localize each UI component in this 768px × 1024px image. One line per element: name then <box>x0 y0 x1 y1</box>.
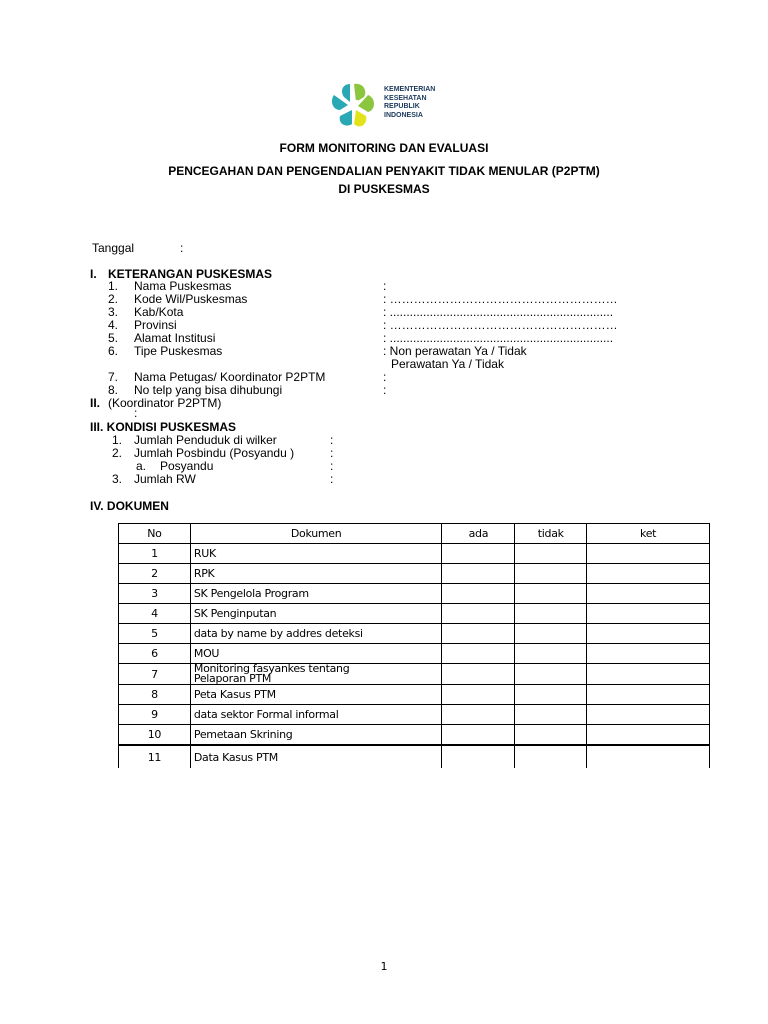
ada-cell[interactable] <box>442 685 515 705</box>
item-value: : ………………………………………………… <box>383 292 618 306</box>
ket-cell[interactable] <box>587 584 710 604</box>
item-label: Kode Wil/Puskesmas <box>134 292 248 306</box>
logo-line: KESEHATAN <box>384 94 427 102</box>
table-row <box>119 624 710 644</box>
row-document: Pemetaan Skrining <box>190 725 442 746</box>
logo-line: KEMENTERIAN <box>384 86 436 93</box>
logo-line: INDONESIA <box>384 111 423 119</box>
item-number: 2. <box>108 292 119 306</box>
item-label: Posyandu <box>160 459 214 473</box>
item-label: No telp yang bisa dihubungi <box>134 383 283 397</box>
section-1-heading: KETERANGAN PUSKESMAS <box>108 267 273 281</box>
table-row <box>119 544 710 564</box>
ada-cell[interactable] <box>442 604 515 624</box>
table-row <box>119 664 710 685</box>
page-number: 1 <box>380 960 388 973</box>
ket-cell[interactable] <box>587 725 710 746</box>
column-header: Dokumen <box>190 524 442 544</box>
item-label: Kab/Kota <box>134 305 184 319</box>
column-header: tidak <box>515 524 587 544</box>
row-document-line: Pelaporan PTM <box>193 672 272 685</box>
ada-cell[interactable] <box>442 624 515 644</box>
item-label: Provinsi <box>134 318 177 332</box>
row-document: MOU <box>190 644 442 664</box>
tidak-cell[interactable] <box>515 685 587 705</box>
tidak-cell[interactable] <box>515 564 587 584</box>
row-number: 6 <box>119 644 191 664</box>
logo-line: REPUBLIK <box>384 103 420 110</box>
ket-cell[interactable] <box>587 544 710 564</box>
tidak-cell[interactable] <box>515 584 587 604</box>
table-row <box>119 644 710 664</box>
ada-cell[interactable] <box>442 705 515 725</box>
item-number: a. <box>136 459 147 473</box>
table-row <box>119 584 710 604</box>
item-label: Nama Puskesmas <box>134 279 232 293</box>
row-number: 8 <box>119 685 191 705</box>
ket-cell[interactable] <box>587 564 710 584</box>
table-row <box>119 604 710 624</box>
row-document: SK Pengelola Program <box>190 584 442 604</box>
tidak-cell[interactable] <box>515 725 587 746</box>
tidak-cell[interactable] <box>515 604 587 624</box>
ket-cell[interactable] <box>587 745 710 768</box>
ket-cell[interactable] <box>587 705 710 725</box>
ket-cell[interactable] <box>587 644 710 664</box>
row-document-line: Monitoring fasyankes tentang <box>193 662 350 675</box>
item-number: 5. <box>108 331 119 345</box>
row-document: Peta Kasus PTM <box>190 685 442 705</box>
ada-cell[interactable] <box>442 564 515 584</box>
section-2-text: (Koordinator P2PTM) <box>108 396 222 410</box>
table-row <box>119 725 710 746</box>
item-value: : ................................................................... <box>383 331 614 345</box>
row-document: data by name by addres deteksi <box>190 624 442 644</box>
ket-cell[interactable] <box>587 685 710 705</box>
item-label: Jumlah RW <box>134 472 196 486</box>
row-number: 3 <box>119 584 191 604</box>
ada-cell[interactable] <box>442 644 515 664</box>
item-label: Alamat Institusi <box>134 331 216 345</box>
item-value: : <box>330 459 334 473</box>
tidak-cell[interactable] <box>515 624 587 644</box>
section-2-number: II. <box>90 396 101 410</box>
row-number: 11 <box>119 745 191 768</box>
tanggal-colon: : <box>180 241 184 255</box>
ada-cell[interactable] <box>442 745 515 768</box>
row-number: 9 <box>119 705 191 725</box>
column-header: No <box>119 524 191 544</box>
item-number: 6. <box>108 344 119 358</box>
item-value: : Non perawatan Ya / Tidak <box>383 344 527 358</box>
ada-cell[interactable] <box>442 725 515 746</box>
tidak-cell[interactable] <box>515 544 587 564</box>
item-value-2: Perawatan Ya / Tidak <box>391 357 504 371</box>
row-document: SK Penginputan <box>190 604 442 624</box>
item-number: 7. <box>108 370 119 384</box>
column-header: ket <box>587 524 710 544</box>
tidak-cell[interactable] <box>515 644 587 664</box>
table-row <box>119 705 710 725</box>
row-number: 7 <box>119 664 191 685</box>
form-subtitle-2: DI PUSKESMAS <box>338 182 430 196</box>
row-document: data sektor Formal informal <box>190 705 442 725</box>
item-value: : ................................................................... <box>383 305 614 319</box>
section-2-colon: : <box>134 406 138 420</box>
ada-cell[interactable] <box>442 584 515 604</box>
item-label: Tipe Puskesmas <box>134 344 223 358</box>
tanggal-label: Tanggal <box>92 241 135 255</box>
row-number: 5 <box>119 624 191 644</box>
ada-cell[interactable] <box>442 544 515 564</box>
row-document: Data Kasus PTM <box>190 745 442 768</box>
ket-cell[interactable] <box>587 664 710 685</box>
item-label: Jumlah Penduduk di wilker <box>134 433 277 447</box>
item-number: 4. <box>108 318 119 332</box>
item-label: Nama Petugas/ Koordinator P2PTM <box>134 370 326 384</box>
item-number: 1. <box>112 433 123 447</box>
row-number: 4 <box>119 604 191 624</box>
ket-cell[interactable] <box>587 604 710 624</box>
tidak-cell[interactable] <box>515 705 587 725</box>
item-value: : <box>330 446 334 460</box>
ket-cell[interactable] <box>587 624 710 644</box>
ada-cell[interactable] <box>442 664 515 685</box>
row-number: 1 <box>119 544 191 564</box>
item-value: : ………………………………………………… <box>383 318 618 332</box>
section-4-heading: IV. DOKUMEN <box>90 499 169 513</box>
item-value: : <box>330 472 334 486</box>
item-value: : <box>330 433 334 447</box>
row-number: 2 <box>119 564 191 584</box>
table-row <box>119 685 710 705</box>
item-number: 8. <box>108 383 119 397</box>
form-title: FORM MONITORING DAN EVALUASI <box>279 141 489 155</box>
item-number: 3. <box>108 305 119 319</box>
item-value: : <box>383 279 387 293</box>
logo-text <box>384 86 435 120</box>
table-header-row <box>119 524 710 544</box>
form-subtitle: PENCEGAHAN DAN PENGENDALIAN PENYAKIT TIDAK MENULAR (P2PTM) <box>168 164 600 178</box>
row-number: 10 <box>119 725 191 746</box>
table-row <box>119 564 710 584</box>
tidak-cell[interactable] <box>515 745 587 768</box>
column-header: ada <box>442 524 515 544</box>
item-number: 1. <box>108 279 119 293</box>
row-document: RPK <box>190 564 442 584</box>
section-1-number: I. <box>90 267 97 281</box>
item-value: : <box>383 370 387 384</box>
row-document <box>190 664 442 685</box>
item-label: Jumlah Posbindu (Posyandu ) <box>134 446 295 460</box>
item-value: : <box>383 383 387 397</box>
section-3-heading: III. KONDISI PUSKESMAS <box>90 420 237 434</box>
row-document: RUK <box>190 544 442 564</box>
table-row <box>119 745 710 768</box>
item-number: 2. <box>112 446 123 460</box>
tidak-cell[interactable] <box>515 664 587 685</box>
dokumen-table <box>118 523 710 768</box>
item-number: 3. <box>112 472 123 486</box>
